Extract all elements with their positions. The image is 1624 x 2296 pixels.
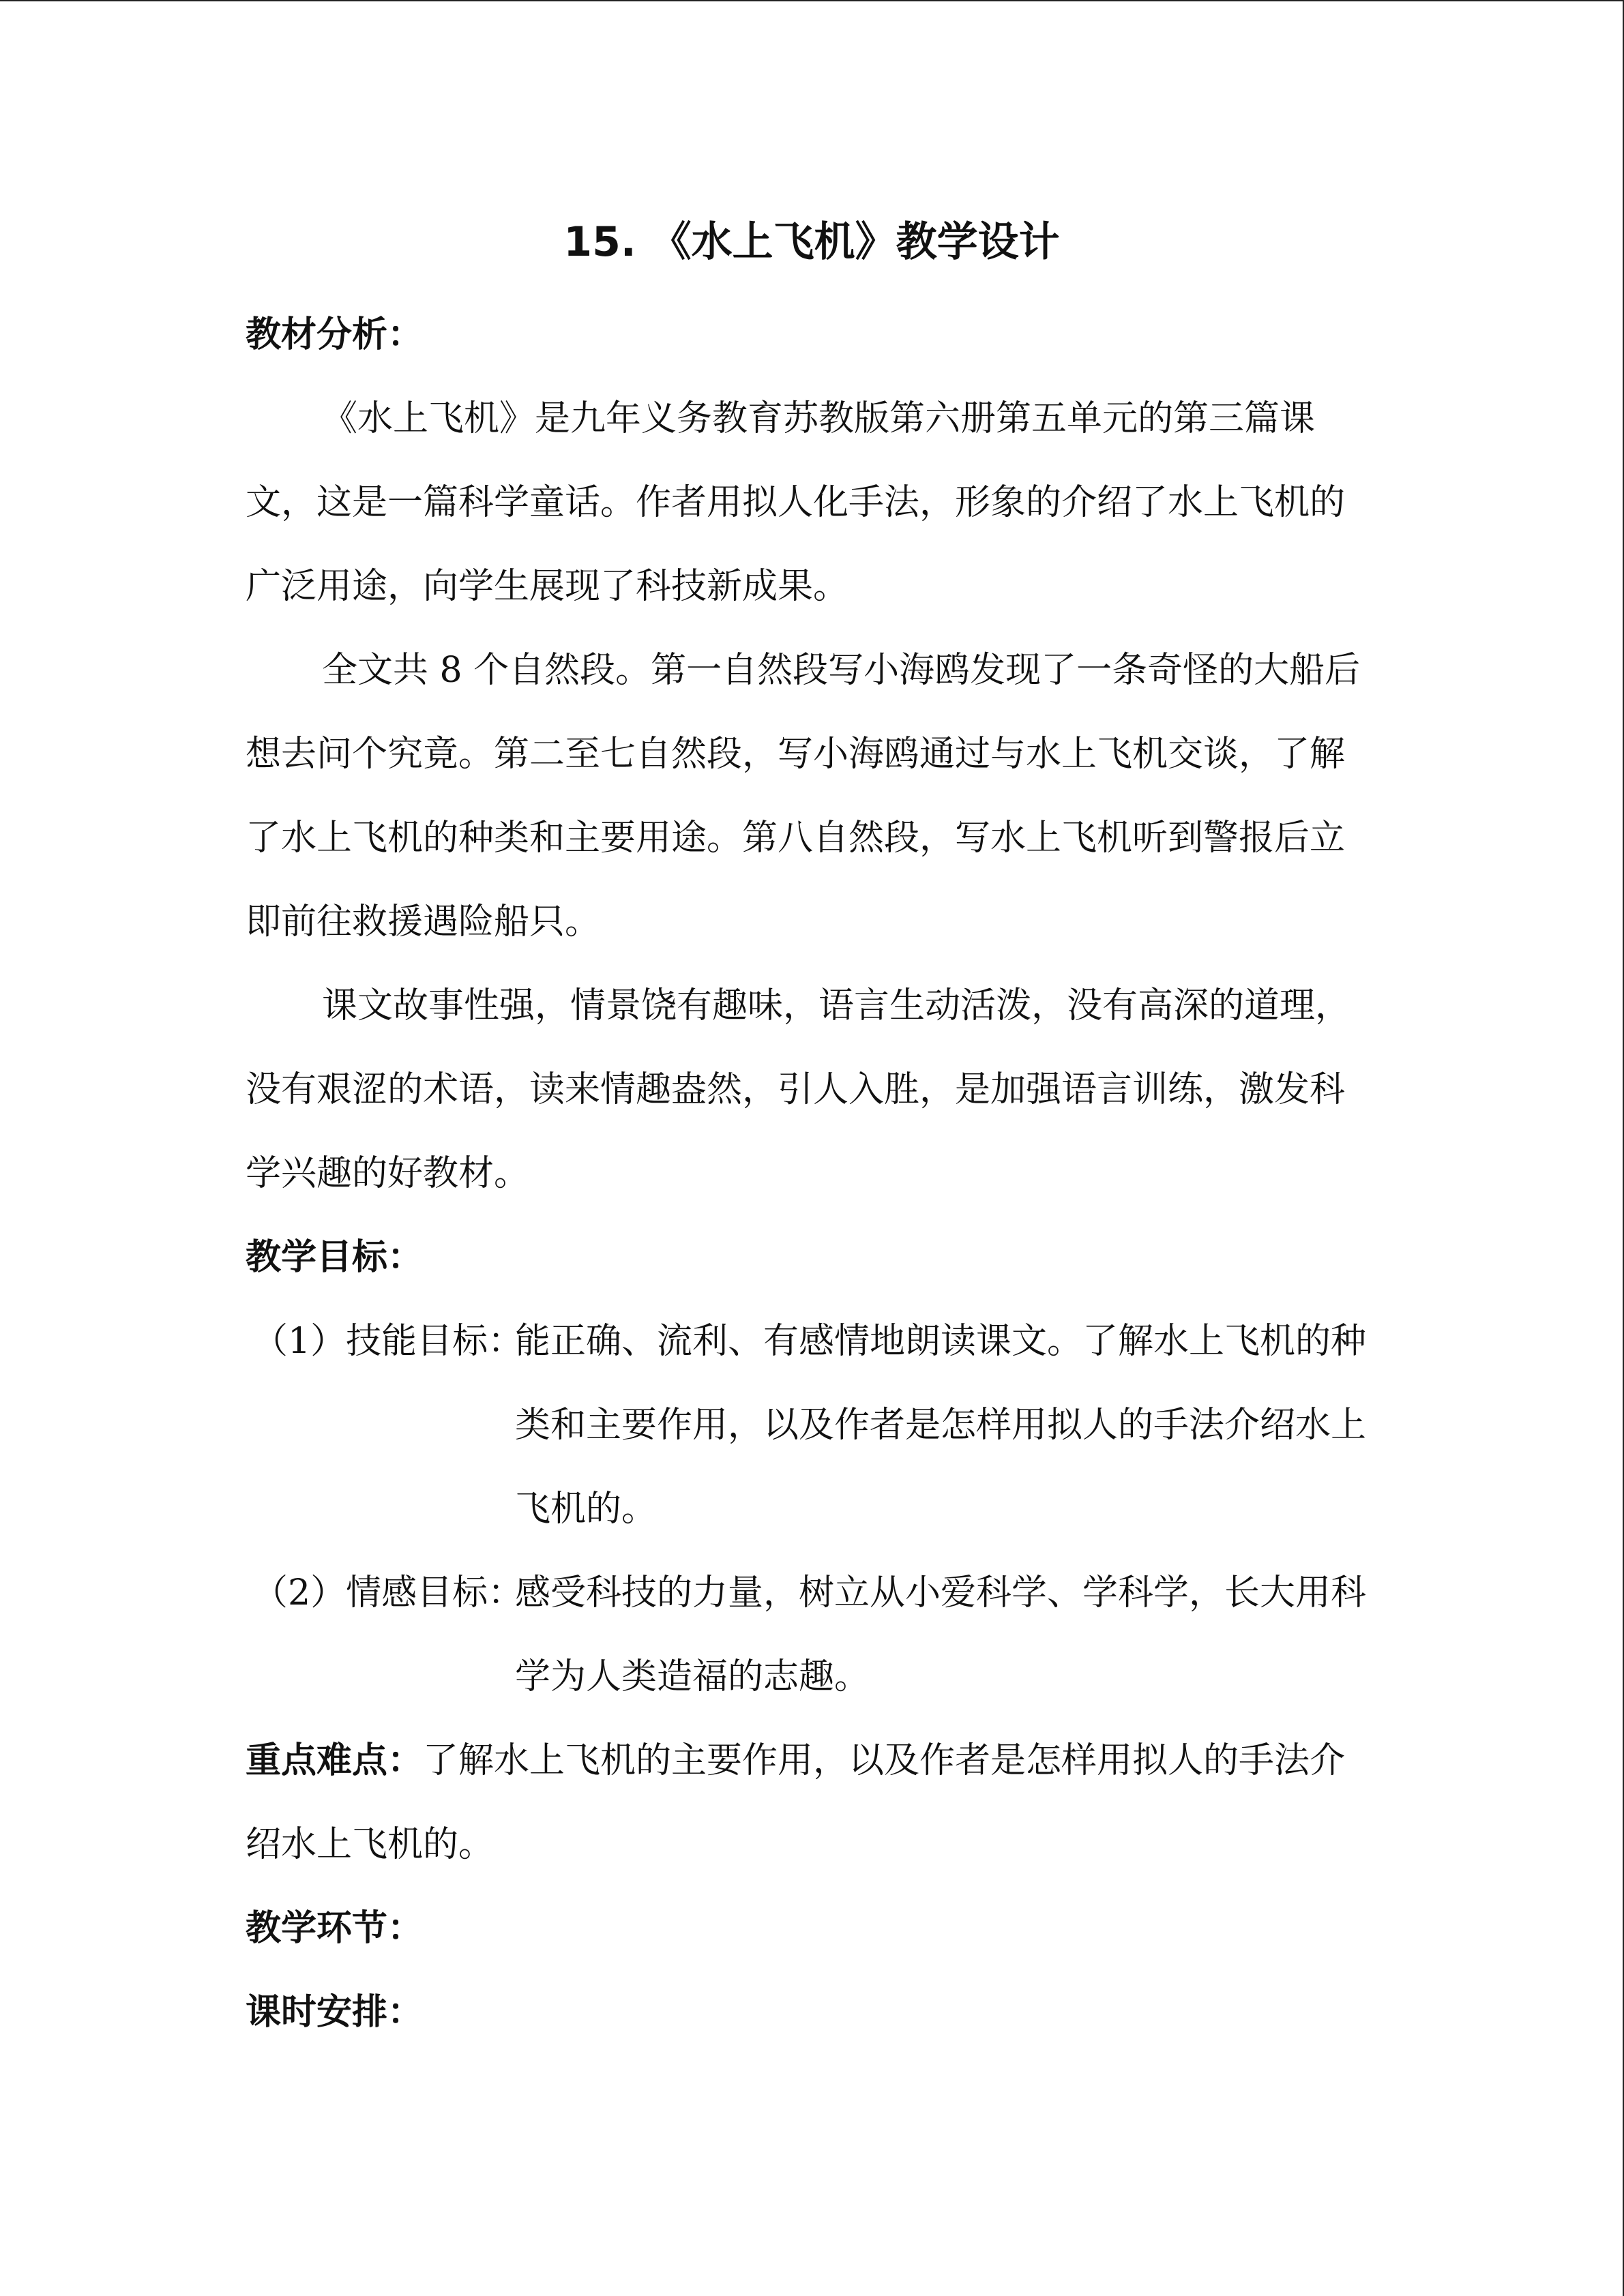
- document-title: 15. 《水上飞机》教学设计: [563, 218, 1060, 266]
- schedule-heading: 课时安排：: [246, 1992, 424, 2033]
- goal-item-emotion: [246, 1551, 1378, 1719]
- material-analysis-paragraph-1-text: 《水上飞机》是九年义务教育苏教版第六册第五单元的第三篇课文，这是一篇科学童话。作者用拟人化手法，形象的介绍了水上飞机的广泛用途，向学生展现了科技新成果。: [246, 398, 1346, 607]
- material-analysis-heading: 教材分析：: [246, 314, 424, 355]
- teaching-goals-heading: 教学目标：: [246, 1237, 424, 1278]
- material-analysis-paragraph-3-text: 课文故事性强，情景饶有趣味，语言生动活泼，没有高深的道理，没有艰涩的术语，读来情趣盎然，引人入胜，是加强语言训练，激发科学兴趣的好教材。: [246, 985, 1351, 1194]
- goal-label-emotion: （2）情感目标：: [252, 1572, 524, 1613]
- teaching-steps-heading: 教学环节：: [246, 1908, 424, 1949]
- key-points-label: 重点难点：: [246, 1740, 424, 1781]
- key-points: [246, 1719, 1378, 1887]
- goal-item-skill: [246, 1300, 1378, 1551]
- goal-text-emotion: 感受科技的力量，树立从小爱科学、学科学，长大用科学为人类造福的志趣。: [515, 1572, 1367, 1697]
- key-points-text: 了解水上飞机的主要作用，以及作者是怎样用拟人的手法介绍水上飞机的。: [246, 1740, 1346, 1865]
- document-page: [246, 191, 1378, 2055]
- material-analysis-paragraph-3: [246, 964, 1378, 1216]
- material-analysis-paragraph-2: [246, 629, 1378, 964]
- material-analysis-paragraph-1: [246, 377, 1378, 629]
- material-analysis-paragraph-2-text: 全文共 8 个自然段。第一自然段写小海鸥发现了一条奇怪的大船后想去问个究竟。第二至七自然段，写小海鸥通过与水上飞机交谈，了解了水上飞机的种类和主要用途。第八自然段，写水上飞机听到警报后立即前往救援遇险船只。: [246, 650, 1361, 942]
- goal-text-skill: 能正确、流利、有感情地朗读课文。了解水上飞机的种类和主要作用，以及作者是怎样用拟人的手法介绍水上飞机的。: [515, 1321, 1367, 1530]
- goal-label-skill: （1）技能目标：: [252, 1321, 524, 1362]
